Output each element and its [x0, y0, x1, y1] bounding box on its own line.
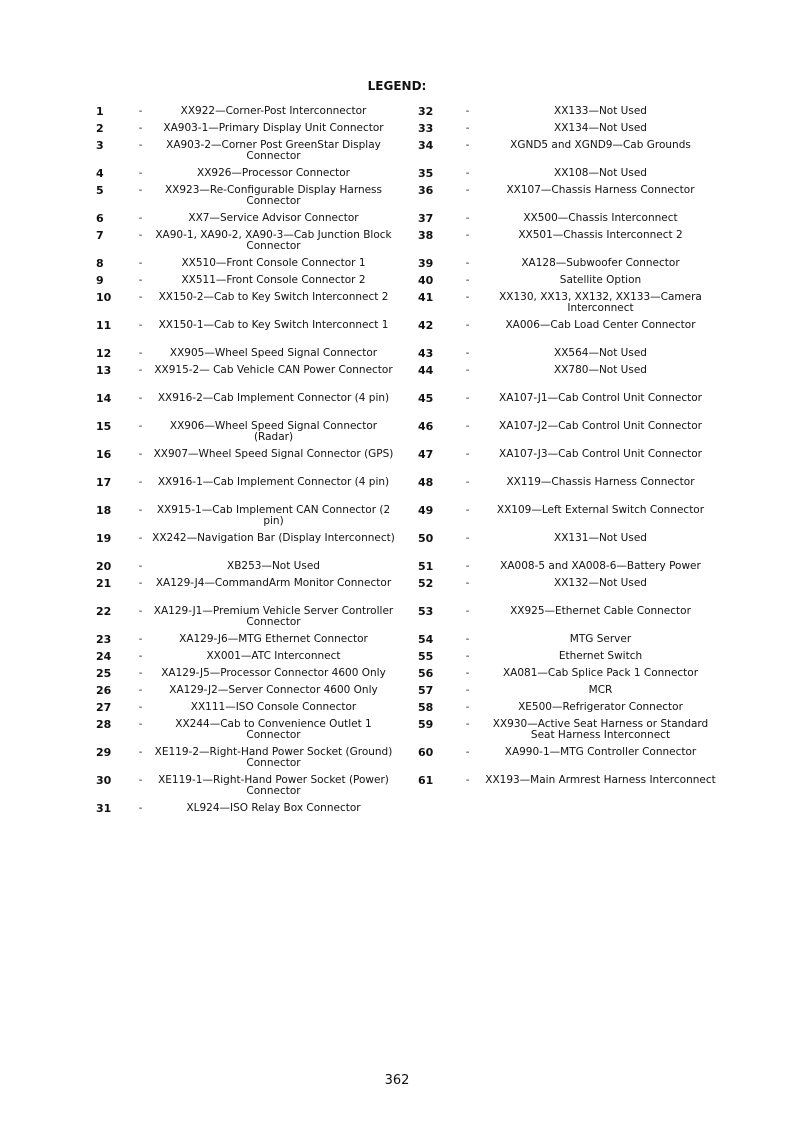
- legend-item: [418, 578, 718, 600]
- legend-item-separator: -: [138, 606, 143, 617]
- legend-item-number: 4: [96, 167, 104, 180]
- legend-item-description: XGND5 and XGND9—Cab Grounds: [510, 139, 691, 151]
- legend-item-description: Ethernet Switch: [558, 650, 643, 662]
- legend-item-description: XA128—Subwoofer Connector: [521, 257, 680, 269]
- legend-item: [418, 719, 718, 741]
- legend-item-separator: -: [138, 365, 143, 376]
- legend-item-separator: -: [138, 185, 143, 196]
- legend-item-separator: -: [465, 719, 470, 730]
- legend-item-separator: -: [138, 747, 143, 758]
- legend-item-separator: -: [138, 292, 143, 303]
- legend-item: [418, 775, 718, 797]
- legend-item-number: 11: [96, 319, 112, 332]
- legend-item-description: XX244—Cab to Convenience Outlet 1 Connector: [175, 718, 372, 741]
- legend-item: [96, 421, 396, 443]
- legend-item-description: XX510—Front Console Connector 1: [181, 257, 366, 269]
- legend-item: [96, 651, 396, 662]
- legend-item-number: 15: [96, 420, 112, 433]
- legend-item: [96, 213, 396, 224]
- legend-item-separator: -: [138, 477, 143, 488]
- legend-item: [96, 533, 396, 555]
- legend-item-separator: -: [465, 578, 470, 589]
- legend-item: [418, 106, 718, 117]
- legend-item-separator: -: [465, 106, 470, 117]
- legend-item-number: 58: [418, 701, 434, 714]
- legend-item-description: XL924—ISO Relay Box Connector: [186, 802, 361, 814]
- legend-item-separator: -: [465, 533, 470, 544]
- legend-item: [418, 505, 718, 527]
- legend-item: [418, 421, 718, 443]
- legend-item-number: 56: [418, 667, 434, 680]
- legend-item: [96, 275, 396, 286]
- legend-item: [96, 477, 396, 499]
- legend-item-description: XX926—Processor Connector: [197, 167, 350, 179]
- legend-item-separator: -: [465, 685, 470, 696]
- legend-item-description: XX930—Active Seat Harness or Standard Seat Harness Interconnect: [492, 718, 709, 741]
- legend-item: [418, 185, 718, 207]
- legend-item-description: XX500—Chassis Interconnect: [523, 212, 678, 224]
- legend-item-number: 61: [418, 774, 434, 787]
- legend-item: [418, 634, 718, 645]
- legend-item: [418, 230, 718, 252]
- legend-item-description: Satellite Option: [559, 274, 642, 286]
- legend-item: [96, 292, 396, 314]
- legend-item-description: XX922—Corner-Post Interconnector: [180, 105, 367, 117]
- legend-item-description: XX107—Chassis Harness Connector: [506, 184, 695, 196]
- legend-item-separator: -: [465, 747, 470, 758]
- legend-item: [96, 561, 396, 572]
- legend-item-separator: -: [465, 668, 470, 679]
- legend-item-separator: -: [138, 578, 143, 589]
- legend-item-separator: -: [138, 140, 143, 151]
- legend-item-separator: -: [465, 477, 470, 488]
- legend-item-separator: -: [138, 320, 143, 331]
- legend-item-description: XX925—Ethernet Cable Connector: [510, 605, 691, 617]
- legend-item: [418, 348, 718, 359]
- legend-item-separator: -: [138, 533, 143, 544]
- legend-item-number: 37: [418, 212, 434, 225]
- legend-item-number: 53: [418, 605, 434, 618]
- legend-item: [418, 533, 718, 555]
- legend-item-description: XA129-J5—Processor Connector 4600 Only: [161, 667, 386, 679]
- legend-item-description: XX193—Main Armrest Harness Interconnect: [485, 774, 716, 786]
- legend-item-separator: -: [138, 719, 143, 730]
- legend-item: [418, 747, 718, 769]
- legend-item-separator: -: [138, 393, 143, 404]
- legend-item: [96, 140, 396, 162]
- legend-item-description: XX564—Not Used: [554, 347, 647, 359]
- legend-item-description: XA903-2—Corner Post GreenStar Display Connector: [166, 139, 381, 162]
- legend-item-number: 13: [96, 364, 112, 377]
- legend-item-number: 21: [96, 577, 112, 590]
- legend-item-number: 49: [418, 504, 434, 517]
- legend-item-number: 44: [418, 364, 434, 377]
- legend-item-description: XX905—Wheel Speed Signal Connector: [169, 347, 378, 359]
- legend-item-number: 24: [96, 650, 112, 663]
- legend-item-description: XA129-J6—MTG Ethernet Connector: [179, 633, 368, 645]
- legend-item-number: 25: [96, 667, 112, 680]
- legend-item-description: XX501—Chassis Interconnect 2: [518, 229, 683, 241]
- legend-item-number: 46: [418, 420, 434, 433]
- legend-item: [418, 213, 718, 224]
- legend-item-description: XX916-2—Cab Implement Connector (4 pin): [157, 392, 390, 404]
- legend-item-number: 45: [418, 392, 434, 405]
- legend-item-separator: -: [138, 258, 143, 269]
- legend-item-description: XX109—Left External Switch Connector: [496, 504, 705, 516]
- legend-item-separator: -: [138, 775, 143, 786]
- legend-item: [418, 320, 718, 342]
- legend-item-description: XA107-J3—Cab Control Unit Connector: [499, 448, 702, 460]
- legend-item-separator: -: [465, 230, 470, 241]
- legend-item-description: XX923—Re-Configurable Display Harness Connector: [164, 184, 383, 207]
- legend-item: [418, 258, 718, 269]
- legend-item-number: 26: [96, 684, 112, 697]
- legend-item-number: 34: [418, 139, 434, 152]
- legend-item-number: 27: [96, 701, 112, 714]
- legend-item-description: XX150-1—Cab to Key Switch Interconnect 1: [158, 319, 389, 331]
- legend-item: [96, 634, 396, 645]
- legend-item-number: 29: [96, 746, 112, 759]
- legend-item-number: 30: [96, 774, 112, 787]
- legend-item-number: 54: [418, 633, 434, 646]
- legend-item: [418, 685, 718, 696]
- legend-item-description: MCR: [588, 684, 613, 696]
- legend-item-description: XA903-1—Primary Display Unit Connector: [163, 122, 384, 134]
- legend-item-description: XB253—Not Used: [227, 560, 320, 572]
- legend-item: [418, 275, 718, 286]
- legend-item: [96, 505, 396, 527]
- legend-item-separator: -: [138, 421, 143, 432]
- legend-item: [96, 365, 396, 387]
- legend-item: [96, 168, 396, 179]
- legend-item-separator: -: [465, 140, 470, 151]
- legend-item-description: XX130, XX13, XX132, XX133—Camera Interconnect: [499, 291, 702, 314]
- legend-item-number: 8: [96, 257, 104, 270]
- legend-item-description: XX119—Chassis Harness Connector: [506, 476, 695, 488]
- legend-item-description: XE119-2—Right-Hand Power Socket (Ground) Connector: [154, 746, 393, 769]
- legend-item-separator: -: [138, 348, 143, 359]
- legend-item-number: 12: [96, 347, 112, 360]
- legend-item: [96, 348, 396, 359]
- legend-item-description: XX150-2—Cab to Key Switch Interconnect 2: [158, 291, 389, 303]
- legend-item-separator: -: [138, 702, 143, 713]
- legend-item-number: 41: [418, 291, 434, 304]
- legend-item-number: 7: [96, 229, 104, 242]
- legend-item-separator: -: [465, 258, 470, 269]
- legend-item-separator: -: [465, 775, 470, 786]
- legend-item-description: XX001—ATC Interconnect: [206, 650, 341, 662]
- legend-item-number: 28: [96, 718, 112, 731]
- legend-item: [418, 365, 718, 387]
- legend-item-number: 35: [418, 167, 434, 180]
- legend-item-number: 22: [96, 605, 112, 618]
- legend-item: [96, 803, 396, 814]
- legend-item-number: 60: [418, 746, 434, 759]
- legend-item-description: XA081—Cab Splice Pack 1 Connector: [502, 667, 699, 679]
- legend-item-separator: -: [138, 168, 143, 179]
- legend-item-number: 16: [96, 448, 112, 461]
- legend-item-number: 50: [418, 532, 434, 545]
- legend-item: [418, 123, 718, 134]
- legend-item: [96, 106, 396, 117]
- legend-item-separator: -: [138, 230, 143, 241]
- legend-item: [418, 477, 718, 499]
- legend-item: [418, 140, 718, 162]
- legend-item-description: XX134—Not Used: [554, 122, 647, 134]
- legend-item-description: XX906—Wheel Speed Signal Connector (Radar): [169, 420, 378, 443]
- legend-item-separator: -: [465, 292, 470, 303]
- legend-item: [96, 775, 396, 797]
- legend-item-description: XX108—Not Used: [554, 167, 647, 179]
- legend-item-description: XX133—Not Used: [554, 105, 647, 117]
- legend-item: [96, 668, 396, 679]
- legend-item: [418, 561, 718, 572]
- legend-item: [96, 685, 396, 696]
- legend-item-number: 23: [96, 633, 112, 646]
- legend-item-description: XA129-J2—Server Connector 4600 Only: [169, 684, 378, 696]
- legend-item-description: XX915-2— Cab Vehicle CAN Power Connector: [154, 364, 393, 376]
- legend-item: [96, 747, 396, 769]
- legend-item-separator: -: [465, 561, 470, 572]
- legend-item-separator: -: [465, 123, 470, 134]
- legend-item-description: XA008-5 and XA008-6—Battery Power: [500, 560, 701, 572]
- legend-item-description: XA990-1—MTG Controller Connector: [504, 746, 697, 758]
- legend-item-separator: -: [138, 803, 143, 814]
- legend-item-separator: -: [465, 348, 470, 359]
- legend-item-number: 48: [418, 476, 434, 489]
- legend-item-description: XA107-J2—Cab Control Unit Connector: [499, 420, 702, 432]
- legend-item-separator: -: [465, 505, 470, 516]
- legend-item-description: XX132—Not Used: [554, 577, 647, 589]
- legend-item: [96, 702, 396, 713]
- legend-item-separator: -: [465, 393, 470, 404]
- legend-item-description: XA107-J1—Cab Control Unit Connector: [499, 392, 702, 404]
- legend-item-separator: -: [138, 275, 143, 286]
- legend-item-description: XX915-1—Cab Implement CAN Connector (2 pin): [156, 504, 391, 527]
- legend-item-separator: -: [138, 634, 143, 645]
- legend-item-description: XE500—Refrigerator Connector: [518, 701, 683, 713]
- legend-item-number: 1: [96, 105, 104, 118]
- legend-item-number: 17: [96, 476, 112, 489]
- legend-item: [418, 668, 718, 679]
- legend-item: [418, 393, 718, 415]
- legend-item-separator: -: [465, 606, 470, 617]
- legend-item: [96, 578, 396, 600]
- legend-right-column: [418, 106, 718, 803]
- legend-item-number: 19: [96, 532, 112, 545]
- legend-item-number: 14: [96, 392, 112, 405]
- legend-item-number: 10: [96, 291, 112, 304]
- legend-item-description: MTG Server: [569, 633, 632, 645]
- legend-item: [418, 702, 718, 713]
- legend-item: [418, 449, 718, 471]
- legend-item-separator: -: [465, 634, 470, 645]
- legend-item-description: XX916-1—Cab Implement Connector (4 pin): [157, 476, 390, 488]
- legend-item-number: 18: [96, 504, 112, 517]
- legend-item-description: XA129-J4—CommandArm Monitor Connector: [155, 577, 392, 589]
- legend-item: [96, 230, 396, 252]
- legend-item-description: XX111—ISO Console Connector: [190, 701, 357, 713]
- legend-item-number: 5: [96, 184, 104, 197]
- legend-item-number: 31: [96, 802, 112, 815]
- legend-item: [96, 185, 396, 207]
- legend-item-separator: -: [138, 685, 143, 696]
- legend-item-number: 33: [418, 122, 434, 135]
- legend-item: [96, 258, 396, 269]
- legend-item: [96, 320, 396, 342]
- legend-item-separator: -: [465, 185, 470, 196]
- legend-item-separator: -: [465, 702, 470, 713]
- legend-item: [96, 719, 396, 741]
- legend-item-number: 59: [418, 718, 434, 731]
- legend-item-separator: -: [465, 320, 470, 331]
- legend-item-description: XX7—Service Advisor Connector: [188, 212, 359, 224]
- legend-item: [96, 393, 396, 415]
- legend-item-description: XA90-1, XA90-2, XA90-3—Cab Junction Block Connector: [155, 229, 392, 252]
- legend-item-separator: -: [465, 449, 470, 460]
- legend-item-description: XX780—Not Used: [554, 364, 647, 376]
- page-number: 362: [384, 1073, 410, 1088]
- legend-item-description: XE119-1—Right-Hand Power Socket (Power) Connector: [158, 774, 389, 797]
- legend-item-number: 20: [96, 560, 112, 573]
- legend-item-number: 42: [418, 319, 434, 332]
- legend-item: [418, 168, 718, 179]
- legend-item-number: 6: [96, 212, 104, 225]
- legend-item-number: 57: [418, 684, 434, 697]
- legend-item-separator: -: [465, 213, 470, 224]
- legend-item-number: 3: [96, 139, 104, 152]
- legend-item-separator: -: [465, 275, 470, 286]
- legend-item-separator: -: [138, 449, 143, 460]
- legend-item-number: 36: [418, 184, 434, 197]
- legend-item-separator: -: [138, 123, 143, 134]
- legend-item-number: 38: [418, 229, 434, 242]
- legend-item: [96, 606, 396, 628]
- legend-item-number: 2: [96, 122, 104, 135]
- legend-item: [418, 606, 718, 628]
- legend-item-separator: -: [465, 365, 470, 376]
- legend-title: LEGEND:: [367, 79, 427, 93]
- legend-item-description: XX907—Wheel Speed Signal Connector (GPS): [153, 448, 394, 460]
- legend-item-separator: -: [465, 168, 470, 179]
- legend-item-number: 52: [418, 577, 434, 590]
- legend-item-separator: -: [138, 106, 143, 117]
- legend-item-number: 51: [418, 560, 434, 573]
- legend-item-description: XA006—Cab Load Center Connector: [505, 319, 696, 331]
- legend-item: [418, 292, 718, 314]
- legend-item-number: 40: [418, 274, 434, 287]
- legend-item-separator: -: [138, 668, 143, 679]
- legend-item-number: 9: [96, 274, 104, 287]
- legend-item: [418, 651, 718, 662]
- legend-item-number: 55: [418, 650, 434, 663]
- legend-item-number: 47: [418, 448, 434, 461]
- legend-item-number: 43: [418, 347, 434, 360]
- legend-item-number: 32: [418, 105, 434, 118]
- legend-item-separator: -: [138, 651, 143, 662]
- legend-item: [96, 123, 396, 134]
- legend-item-separator: -: [465, 421, 470, 432]
- legend-item-description: XA129-J1—Premium Vehicle Server Controller Connector: [153, 605, 394, 628]
- legend-item-number: 39: [418, 257, 434, 270]
- legend-item-separator: -: [138, 213, 143, 224]
- legend-left-column: [96, 106, 396, 820]
- legend-item: [96, 449, 396, 471]
- legend-item-description: XX131—Not Used: [554, 532, 647, 544]
- legend-item-description: XX242—Navigation Bar (Display Interconnect): [152, 532, 395, 544]
- legend-item-description: XX511—Front Console Connector 2: [181, 274, 366, 286]
- legend-item-separator: -: [465, 651, 470, 662]
- legend-item-separator: -: [138, 561, 143, 572]
- legend-item-separator: -: [138, 505, 143, 516]
